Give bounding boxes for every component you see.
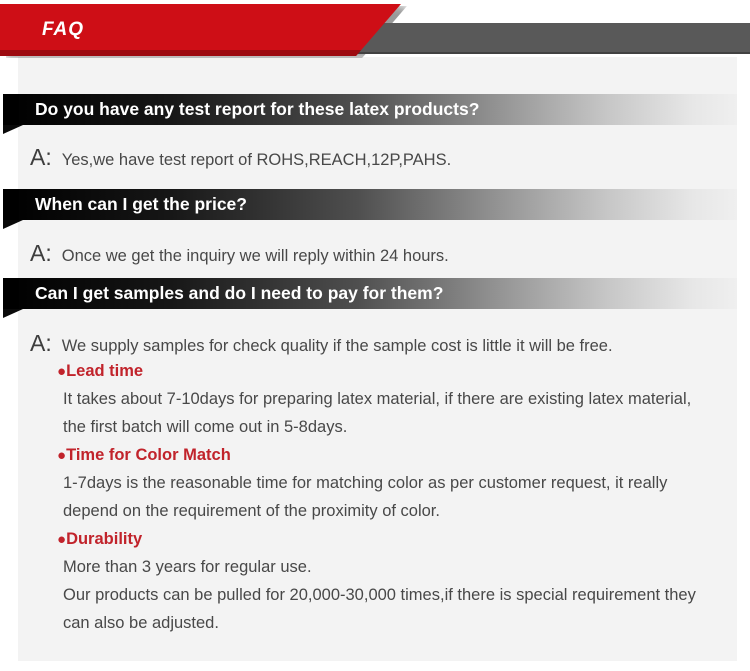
answer-label-2: A:	[30, 240, 52, 266]
answer-text-3: We supply samples for check quality if the sample cost is little it will be free.	[61, 337, 613, 355]
bullet-icon: ●	[57, 531, 67, 548]
question-bar-3	[8, 278, 737, 309]
question-text-2: When can I get the price?	[35, 194, 247, 214]
page-title: FAQ	[42, 19, 85, 40]
answer-row-2	[18, 239, 737, 267]
answer-text-2: Once we get the inquiry we will reply within 24 hours.	[61, 247, 449, 265]
question-bar-1	[8, 94, 737, 125]
answer-label-3: A:	[30, 330, 52, 356]
detail-line: the first batch will come out in 5-8days.	[63, 418, 348, 436]
answer-text-1: Yes,we have test report of ROHS,REACH,12P,PAHS.	[61, 151, 452, 169]
detail-line: depend on the requirement of the proximity of color.	[63, 502, 440, 520]
detail-heading-text: Durability	[66, 530, 143, 548]
answer-label-1: A:	[30, 144, 52, 170]
detail-line: It takes about 7-10days for preparing latex material, if there are existing latex material,	[63, 390, 692, 408]
bullet-icon: ●	[57, 447, 67, 464]
question-bar-2	[8, 189, 737, 220]
detail-line: More than 3 years for regular use.	[63, 558, 312, 576]
faq-panel	[18, 57, 737, 661]
detail-heading-text: Lead time	[66, 362, 144, 380]
detail-line: Our products can be pulled for 20,000-30,000 times,if there is special requirement they	[63, 586, 696, 604]
question-text-1: Do you have any test report for these latex products?	[35, 99, 480, 119]
detail-line: can also be adjusted.	[63, 614, 219, 632]
detail-heading-durability	[18, 525, 737, 553]
bullet-icon: ●	[57, 363, 67, 380]
answer-row-3	[18, 329, 737, 357]
answer-row-1	[18, 143, 737, 171]
detail-heading-color-match	[18, 441, 737, 469]
detail-line: 1-7days is the reasonable time for matching color as per customer request, it really	[63, 474, 668, 492]
detail-heading-lead-time	[18, 357, 737, 385]
question-text-3: Can I get samples and do I need to pay for them?	[35, 283, 444, 303]
detail-heading-text: Time for Color Match	[66, 446, 231, 464]
